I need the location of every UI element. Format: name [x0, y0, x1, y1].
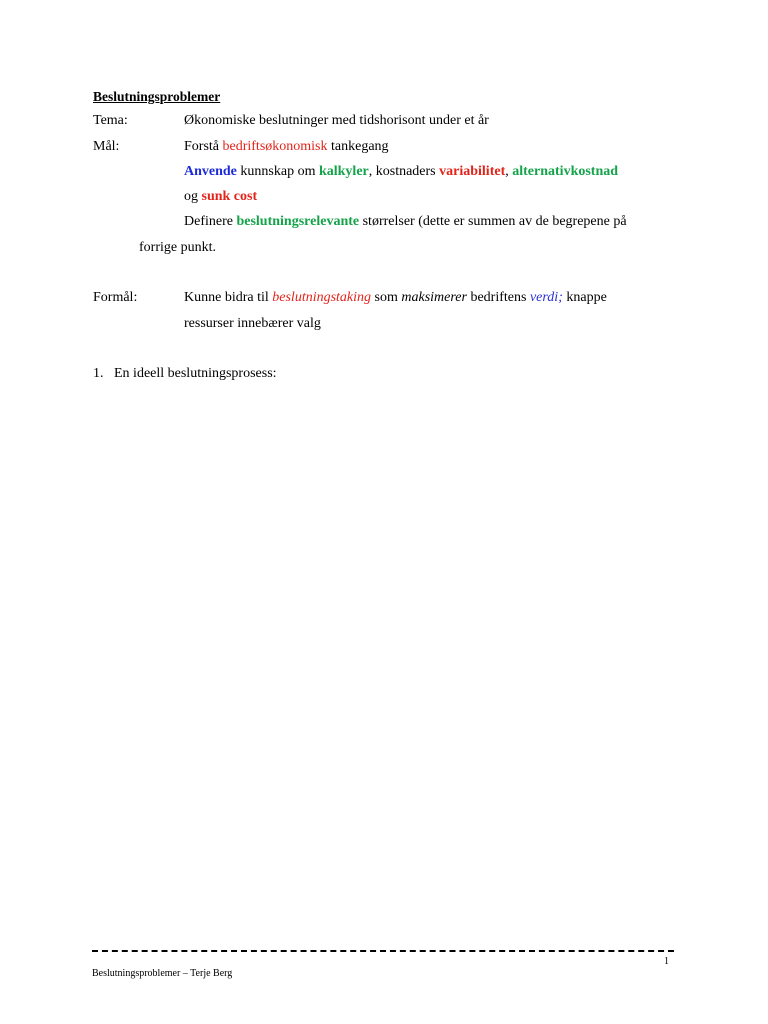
tema-text: Økonomiske beslutninger med tidshorisont under et år	[184, 113, 489, 128]
page-number: 1	[664, 956, 669, 967]
footer-text: Beslutningsproblemer – Terje Berg	[92, 968, 233, 979]
maal-line-2: Anvende kunnskap om kalkyler, kostnaders variabilitet, alternativkostnad	[184, 164, 619, 179]
maal-label: Mål:	[93, 139, 120, 154]
formaal-line-1: Kunne bidra til beslutningstaking som maksimerer bedriftens verdi; knappe	[184, 290, 607, 305]
maal-line-5: forrige punkt.	[139, 240, 216, 255]
maal-line-4: Definere beslutningsrelevante størrelser (dette er summen av de begrepene på	[184, 214, 627, 229]
maal-line-3: og sunk cost	[184, 189, 258, 204]
tema-label: Tema:	[93, 113, 128, 128]
footer-divider	[92, 950, 674, 952]
maal-line-1: Forstå bedriftsøkonomisk tankegang	[184, 139, 389, 154]
document-title: Beslutningsproblemer	[93, 89, 221, 104]
formaal-line-2: ressurser innebærer valg	[184, 316, 321, 331]
formaal-label: Formål:	[93, 290, 138, 305]
list-item-1: 1. En ideell beslutningsprosess:	[93, 366, 277, 381]
